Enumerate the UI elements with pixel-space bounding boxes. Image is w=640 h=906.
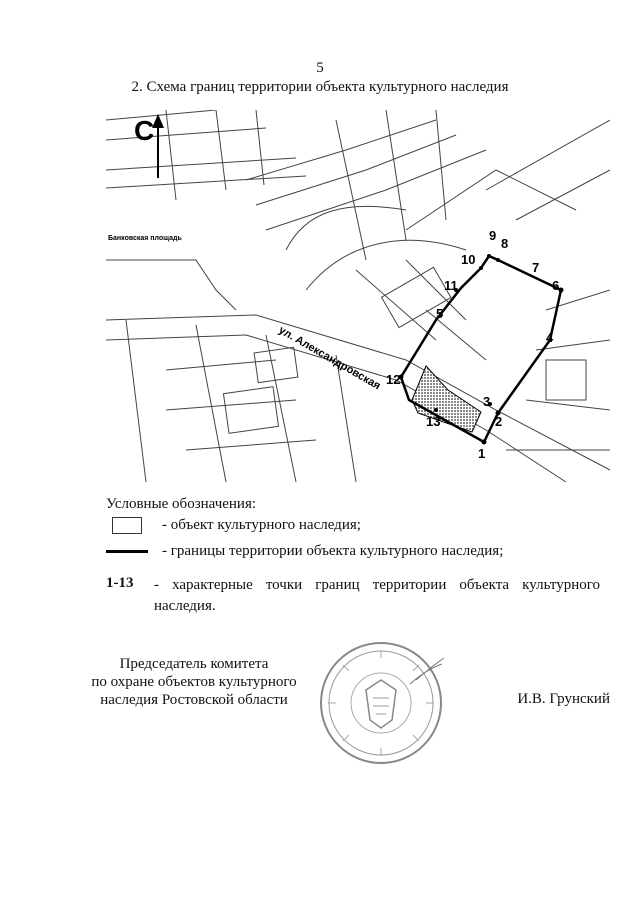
point-label-11: 11 (444, 278, 458, 293)
point-label-12: 12 (386, 372, 401, 387)
legend-object-swatch (112, 517, 142, 534)
point-label-10: 10 (461, 252, 476, 267)
legend-points-code: 1-13 (106, 575, 134, 591)
signatory-line-2: по охране объектов культурного (91, 674, 297, 690)
point-label-4: 4 (546, 330, 554, 345)
point-label-13: 13 (426, 414, 441, 429)
street-label: ул. Александровская (276, 324, 383, 393)
point-label-6: 6 (552, 278, 560, 293)
signer-name: И.В. Грунский (517, 691, 610, 707)
cadastral-map (106, 110, 610, 482)
legend-boundary-label: - границы территории объекта культурного наследия; (162, 543, 504, 559)
page-number: 5 (316, 60, 324, 76)
point-label-3: 3 (483, 394, 491, 409)
map-drawing (106, 110, 610, 482)
square-label: Банковская площадь (108, 235, 182, 242)
signatory-line-1: Председатель комитета (119, 656, 269, 672)
point-label-7: 7 (532, 260, 540, 275)
north-label: С (134, 115, 155, 146)
legend-row-boundary (106, 543, 503, 560)
legend-title: Условные обозначения: (106, 496, 257, 512)
legend-boundary-swatch (106, 550, 148, 553)
legend-object-label: - объект культурного наследия; (162, 517, 361, 533)
legend-points-label: - характерные точки границ территории объекта культурного наследия. (154, 577, 600, 614)
official-seal (318, 640, 444, 766)
signatory-line-3: наследия Ростовской области (100, 692, 288, 708)
point-label-5: 5 (436, 306, 444, 321)
point-label-2: 2 (495, 414, 503, 429)
point-label-8: 8 (501, 236, 509, 251)
scheme-title: 2. Схема границ территории объекта культурного наследия (131, 79, 509, 95)
signatory-title (78, 655, 310, 709)
point-label-9: 9 (489, 228, 497, 243)
map-linework (106, 110, 610, 482)
point-label-1: 1 (478, 446, 486, 461)
legend-row-object (106, 517, 361, 534)
